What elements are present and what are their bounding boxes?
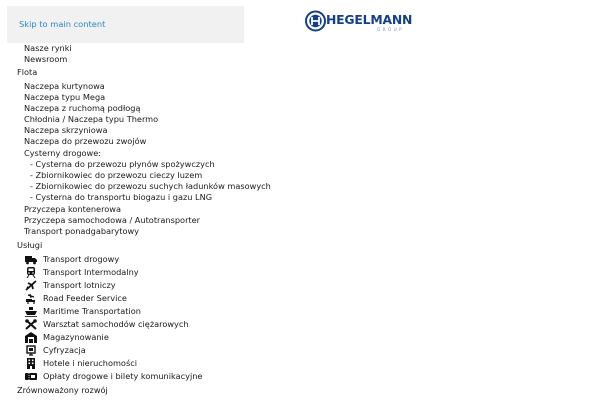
fleet-item[interactable]: Przyczepa samochodowa / Autotransporter — [24, 215, 201, 225]
service-item[interactable]: Magazynowanie — [43, 332, 109, 342]
tank-item[interactable]: - Cysterna do transportu biogazu i gazu LNG — [30, 192, 213, 202]
service-item[interactable]: Transport Intermodalny — [43, 267, 139, 277]
tank-item[interactable]: - Cysterna do przewozu płynów spożywczych — [30, 159, 215, 169]
wrench-icon — [24, 319, 37, 330]
menu-heading-uslugi[interactable]: Usługi — [17, 240, 43, 250]
logo-emblem-icon — [305, 10, 326, 32]
plane-truck-icon — [24, 293, 37, 304]
brand-name: HEGELMANN — [326, 12, 413, 27]
digital-icon — [24, 345, 37, 356]
fleet-item[interactable]: Naczepa kurtynowa — [24, 81, 105, 91]
menu-item-newsroom[interactable]: Newsroom — [24, 54, 68, 64]
menu-heading-sustainability[interactable]: Zrównoważony rozwój — [17, 385, 108, 395]
fleet-item[interactable]: Naczepa typu Mega — [24, 92, 106, 102]
train-icon — [24, 267, 37, 278]
warehouse-icon — [24, 332, 37, 343]
service-item[interactable]: Road Feeder Service — [43, 293, 127, 303]
service-item[interactable]: Transport drogowy — [43, 254, 120, 264]
fleet-item[interactable]: Transport ponadgabarytowy — [24, 226, 140, 236]
tank-item[interactable]: - Zbiornikowiec do przewozu suchych ładunków masowych — [30, 181, 271, 191]
truck-icon — [24, 254, 37, 265]
tank-item[interactable]: - Zbiornikowiec do przewozu cieczy luzem — [30, 170, 203, 180]
service-item[interactable]: Maritime Transportation — [43, 306, 141, 316]
service-item[interactable]: Transport lotniczy — [43, 280, 116, 290]
building-icon — [24, 358, 37, 369]
skip-to-content-link[interactable]: Skip to main content — [7, 6, 244, 43]
ship-icon — [24, 306, 37, 317]
fleet-item[interactable]: Naczepa z ruchomą podłogą — [24, 103, 141, 113]
hegelmann-logo[interactable] — [305, 9, 411, 35]
airplane-icon — [24, 280, 37, 291]
brand-subtitle: GROUP — [377, 27, 405, 32]
service-item[interactable]: Cyfryzacja — [43, 345, 86, 355]
menu-item-nasze-rynki[interactable]: Nasze rynki — [24, 43, 72, 53]
service-item[interactable]: Opłaty drogowe i bilety komunikacyjne — [43, 371, 203, 381]
menu-heading-flota[interactable]: Flota — [17, 67, 38, 77]
fleet-item[interactable]: Naczepa do przewozu zwojów — [24, 136, 147, 146]
fleet-item[interactable]: Przyczepa kontenerowa — [24, 204, 121, 214]
service-item[interactable]: Warsztat samochodów ciężarowych — [43, 319, 189, 329]
fleet-item-tanks[interactable]: Cysterny drogowe: — [24, 148, 102, 158]
toll-ticket-icon — [24, 371, 37, 382]
fleet-item[interactable]: Naczepa skrzyniowa — [24, 125, 108, 135]
service-item[interactable]: Hotele i nieruchomości — [43, 358, 137, 368]
fleet-item[interactable]: Chłodnia / Naczepa typu Thermo — [24, 114, 159, 124]
